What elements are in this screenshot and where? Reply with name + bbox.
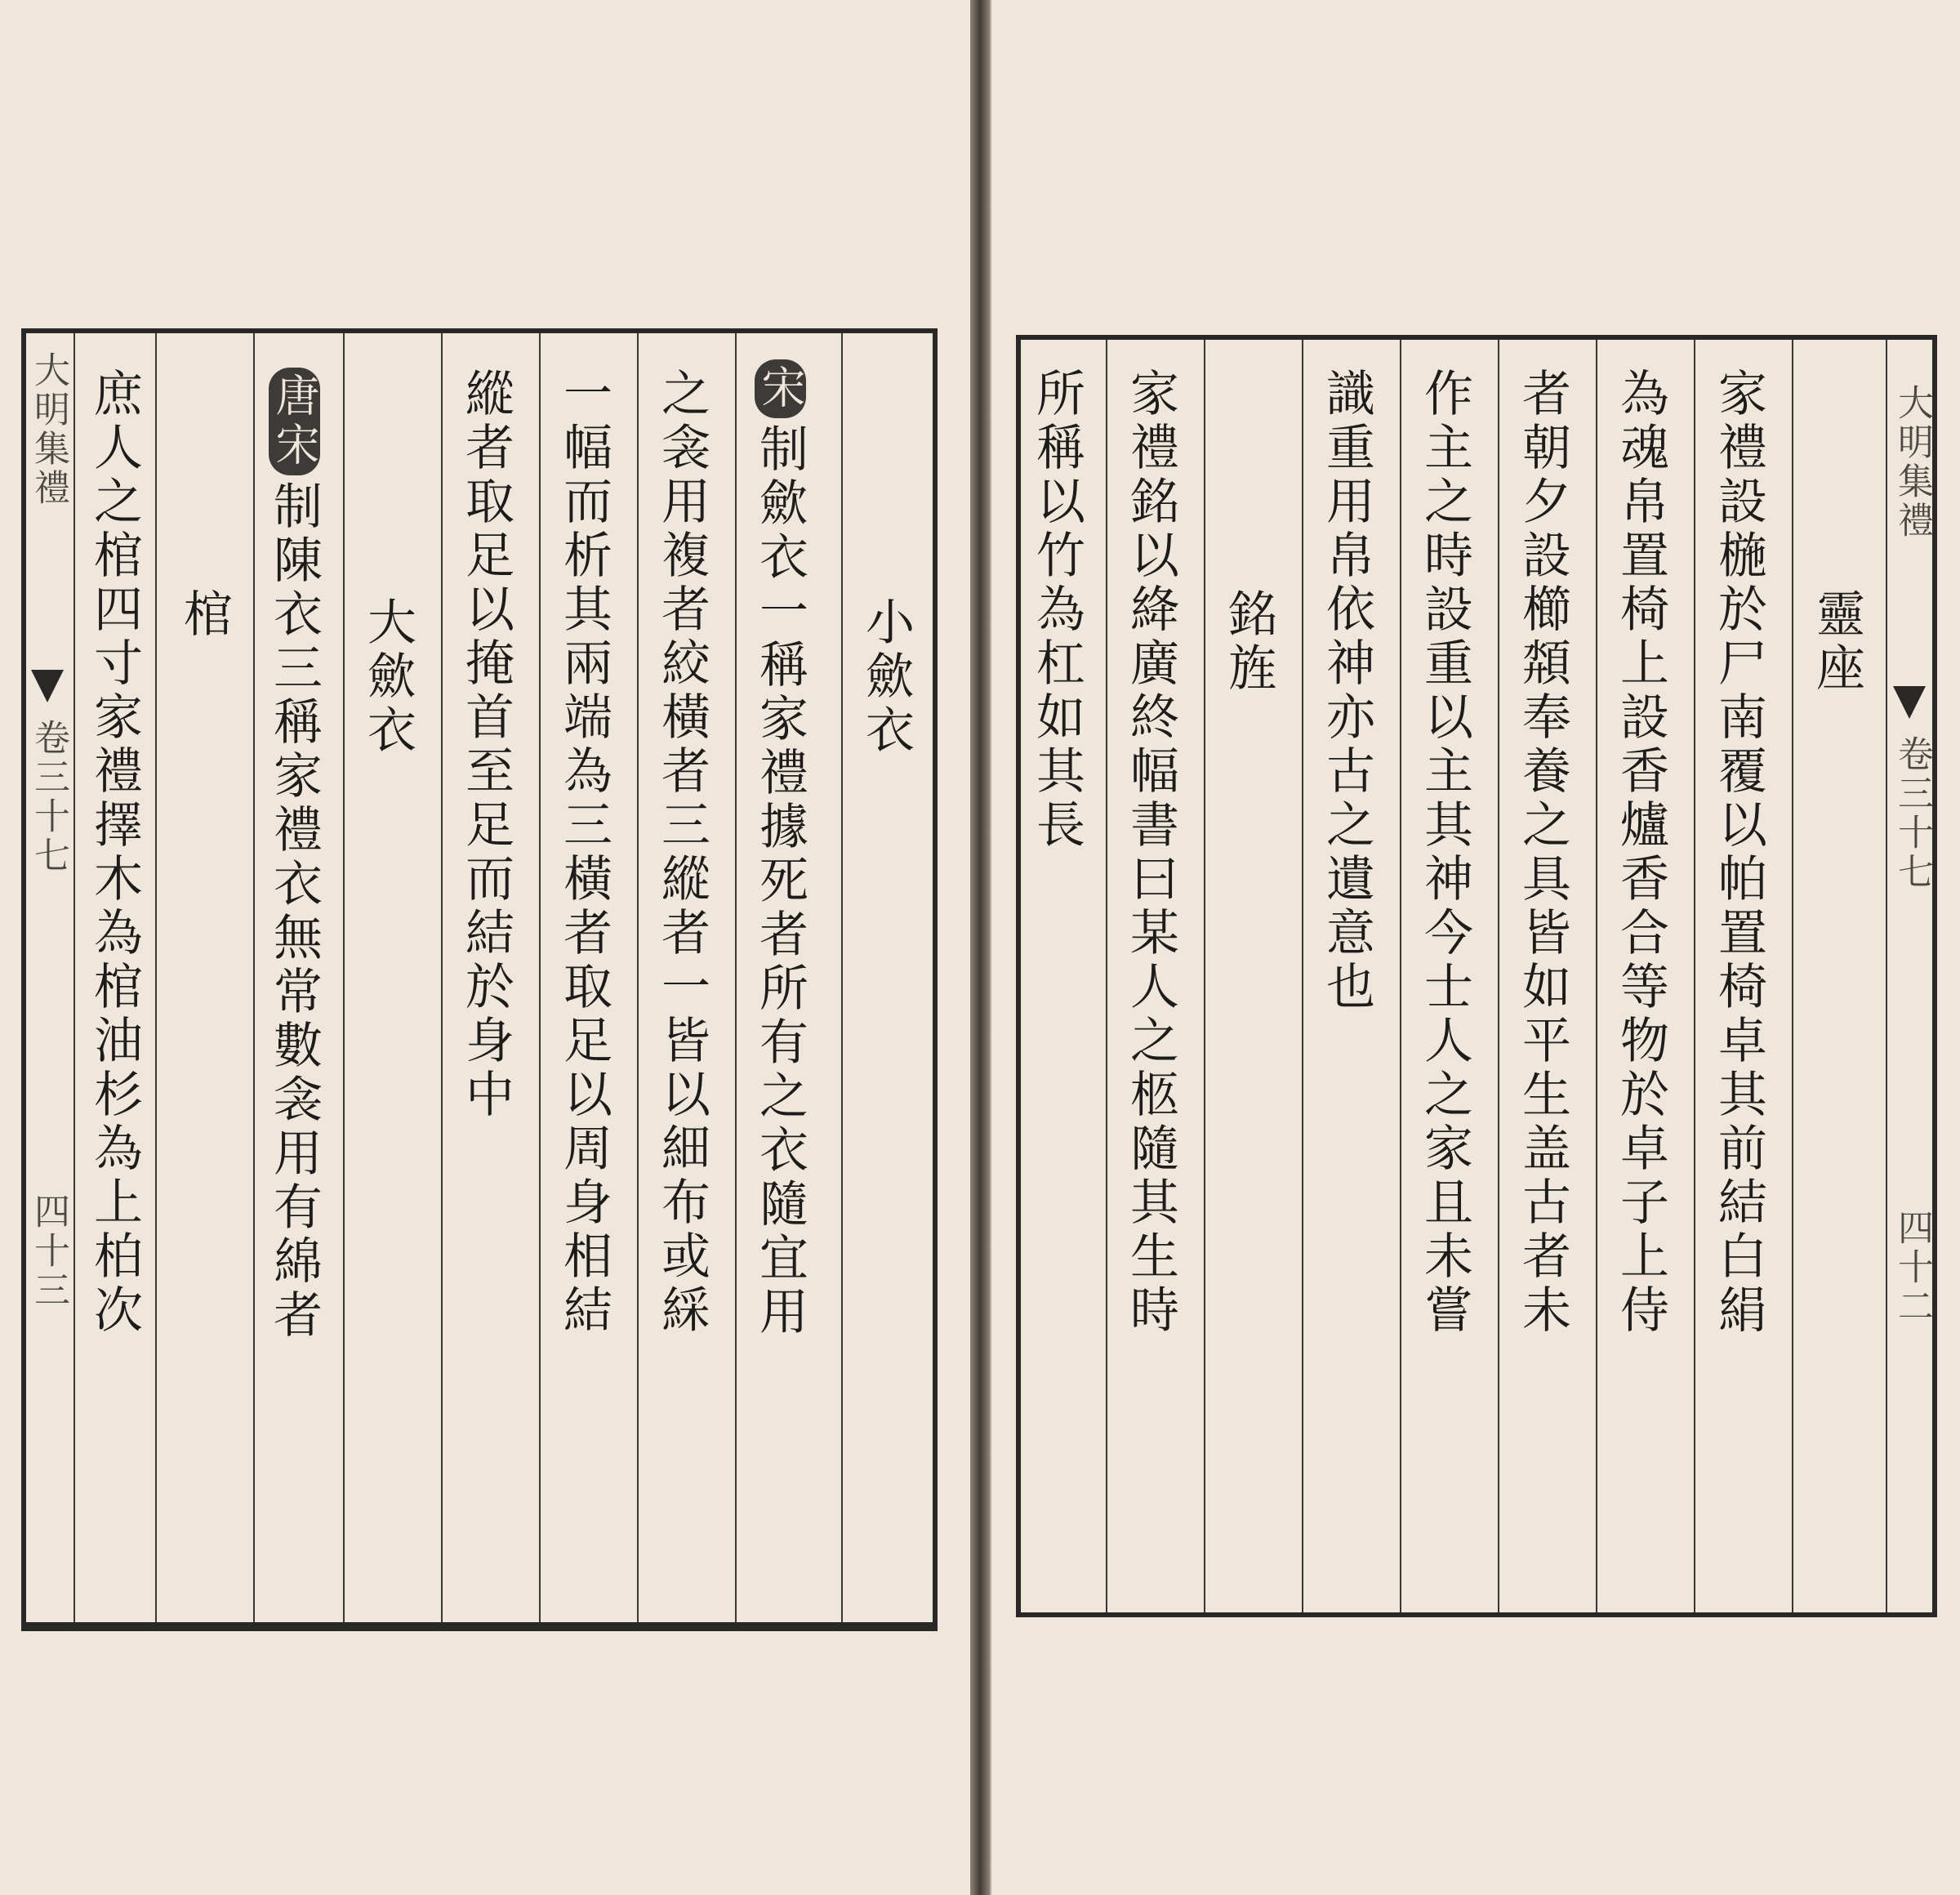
left-col-rule <box>343 333 345 1622</box>
text-column <box>1318 368 1375 1014</box>
right-col-rule <box>1400 340 1401 1612</box>
text-column <box>1514 368 1571 1338</box>
dynasty-tag: 唐宋 <box>269 368 320 475</box>
book-gutter <box>970 0 990 1895</box>
left-margin-folio: 四十三 <box>28 1193 69 1310</box>
left-col-rule <box>637 333 639 1622</box>
left-fish-tail <box>31 670 64 702</box>
column-text: 者朝夕設櫛頮奉養之具皆如平生盖古者未 <box>1514 368 1571 1338</box>
column-text: 大歛衣 <box>359 596 416 758</box>
column-text: 為魂帛置椅上設香爐香合等物於卓子上侍 <box>1612 368 1669 1338</box>
left-col-rule <box>539 333 541 1622</box>
right-col-rule <box>1792 340 1793 1612</box>
right-col-rule <box>1596 340 1597 1612</box>
right-col-rule <box>1302 340 1303 1612</box>
column-text: 小歛衣 <box>858 596 915 758</box>
text-column <box>1220 588 1277 696</box>
column-text: 庶人之棺四寸家禮擇木為棺油杉為上柏次 <box>86 368 143 1338</box>
text-column <box>858 596 915 758</box>
column-text: 制歛衣一稱家禮據死者所有之衣隨宜用 <box>751 423 808 1340</box>
column-text: 之衾用複者絞橫者三縱者一皆以細布或綵 <box>653 368 710 1338</box>
left-col-rule <box>253 333 255 1622</box>
text-column <box>1710 368 1767 1338</box>
left-page <box>0 0 972 1895</box>
column-text: 縱者取足以掩首至足而結於身中 <box>457 368 514 1122</box>
column-text: 一幅而析其兩端為三橫者取足以周身相結 <box>555 368 612 1338</box>
right-fish-tail <box>1893 686 1926 719</box>
right-col-rule <box>1204 340 1205 1612</box>
column-text: 制陳衣三稱家禮衣無常數衾用有綿者 <box>265 480 323 1343</box>
right-col-rule <box>1498 340 1499 1612</box>
text-column <box>653 368 710 1338</box>
text-column <box>751 359 808 1340</box>
column-text: 作主之時設重以主其神今士人之家且未嘗 <box>1416 368 1473 1338</box>
right-margin-folio: 四十二 <box>1891 1209 1933 1326</box>
column-text: 家禮銘以絳廣終幅書曰某人之柩隨其生時 <box>1122 368 1179 1338</box>
text-column <box>1612 368 1669 1338</box>
dynasty-tag: 宋 <box>755 359 806 418</box>
text-column <box>1416 368 1473 1338</box>
right-col-rule <box>1106 340 1107 1612</box>
left-col-rule <box>841 333 843 1622</box>
text-column <box>86 368 143 1338</box>
column-text: 銘旌 <box>1220 588 1277 696</box>
right-margin-volume: 卷三十七 <box>1891 735 1933 892</box>
column-text: 家禮設椸於尸南覆以帕置椅卓其前結白絹 <box>1710 368 1767 1338</box>
column-text: 棺 <box>176 588 233 642</box>
column-text: 靈座 <box>1808 588 1865 696</box>
text-column <box>1808 588 1865 696</box>
text-column <box>265 368 323 1343</box>
left-margin-rule <box>74 333 75 1622</box>
left-col-rule <box>441 333 443 1622</box>
text-column <box>555 368 612 1338</box>
left-margin-volume: 卷三十七 <box>28 719 69 876</box>
text-column <box>176 588 233 642</box>
text-column <box>457 368 514 1122</box>
left-col-rule <box>735 333 737 1622</box>
text-column <box>1028 368 1085 853</box>
right-page <box>990 0 1960 1895</box>
left-bottom-rule <box>21 1627 938 1631</box>
right-col-rule <box>1694 340 1695 1612</box>
right-margin-rule <box>1886 340 1887 1612</box>
left-margin-title: 大明集禮 <box>28 351 69 508</box>
column-text: 所稱以竹為杠如其長 <box>1028 368 1085 853</box>
text-column <box>1122 368 1179 1338</box>
right-margin-title: 大明集禮 <box>1891 384 1933 541</box>
column-text: 識重用帛依神亦古之遺意也 <box>1318 368 1375 1014</box>
left-col-rule <box>155 333 157 1622</box>
text-column <box>359 596 416 758</box>
